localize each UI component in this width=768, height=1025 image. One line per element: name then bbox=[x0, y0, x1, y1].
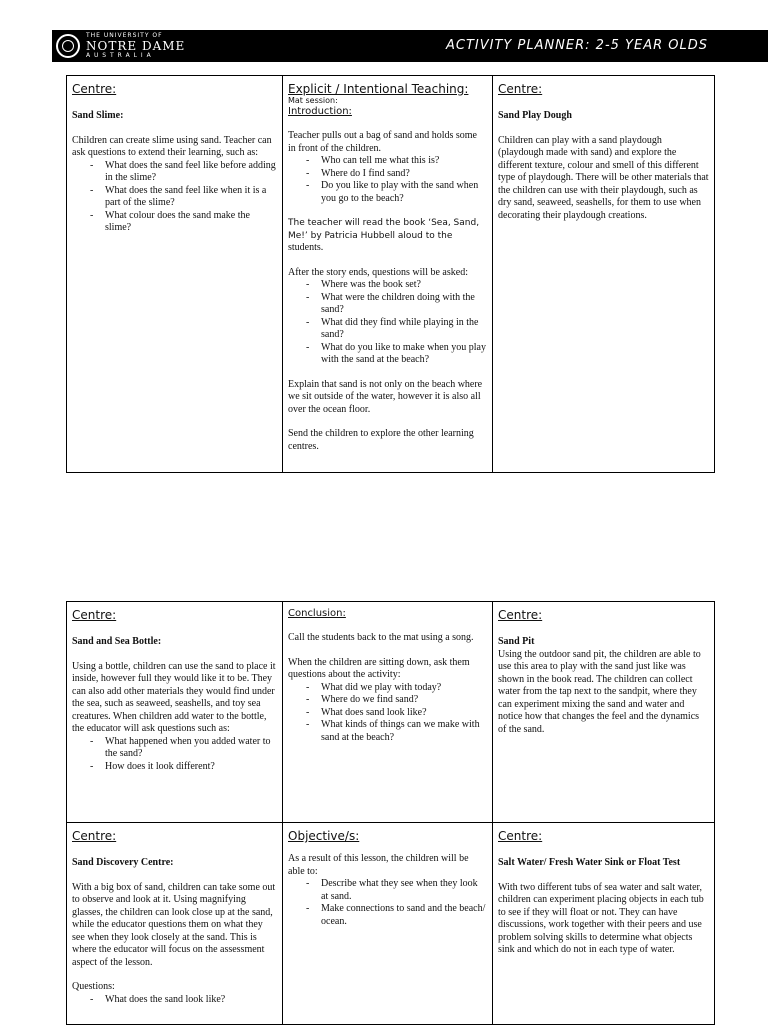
question-list bbox=[72, 736, 277, 774]
cell-title: Salt Water/ Fresh Water Sink or Float Test bbox=[498, 857, 681, 868]
centre-sand-pit bbox=[493, 602, 715, 823]
cell-paragraph: After the story ends, questions will be asked: bbox=[288, 266, 468, 278]
cell-title: Sand and Sea Bottle: bbox=[72, 636, 162, 647]
book-reading-end: students. bbox=[288, 242, 324, 253]
cell-paragraph: As a result of this lesson, the children will be able to: bbox=[288, 853, 469, 877]
cell-heading: Centre: bbox=[72, 829, 117, 843]
cell-paragraph: Using the outdoor sand pit, the children are able to use this area to play with the sand just like was shown in the book read. The children can collect water from the tap next to the sandpit, where they can experiment mixing the sand and water and notice how that changes the feel and the dynamics of the sand. bbox=[498, 648, 701, 735]
question-list bbox=[288, 279, 487, 367]
cell-paragraph: Call the students back to the mat using a song. bbox=[288, 632, 474, 643]
list-item: - Where was the book set? bbox=[306, 279, 487, 292]
cell-title: Sand Pit bbox=[498, 636, 535, 647]
page-title: ACTIVITY PLANNER: 2-5 YEAR OLDS bbox=[446, 38, 708, 53]
explicit-teaching-cell bbox=[283, 76, 493, 473]
list-item: - What did they find while playing in the sand? bbox=[306, 317, 487, 342]
centre-sand-slime bbox=[67, 76, 283, 473]
cell-paragraph: Explain that sand is not only on the beach where we sit outside of the water, however it is also all over the ocean floor. bbox=[288, 378, 483, 415]
question-list bbox=[288, 682, 487, 745]
cell-heading: Centre: bbox=[498, 82, 543, 96]
university-logo bbox=[56, 31, 226, 61]
cell-paragraph: With a big box of sand, children can take some out to observe and look at it. Using magnifying glasses, the children can look close up at the sand, while the educator questions them on what they see when they look closely at the sand. This is where the educator will focus on the assessment aspect of the lesson. bbox=[72, 881, 276, 968]
list-item: - Do you like to play with the sand when you go to the beach? bbox=[306, 180, 487, 205]
cell-heading: Conclusion: bbox=[288, 608, 346, 619]
centre-sink-float bbox=[493, 823, 715, 1025]
cell-paragraph: When the children are sitting down, ask them questions about the activity: bbox=[288, 656, 470, 680]
conclusion-cell bbox=[283, 602, 493, 823]
cell-paragraph: Send the children to explore the other learning centres. bbox=[288, 428, 474, 452]
centre-sand-sea-bottle bbox=[67, 602, 283, 823]
cell-paragraph: Children can create slime using sand. Teacher can ask questions to extend their learning, such as: bbox=[72, 134, 272, 158]
list-item: - Where do I find sand? bbox=[306, 168, 487, 181]
list-item: - What does sand look like? bbox=[306, 707, 487, 720]
list-item: - What does the sand look like? bbox=[90, 994, 277, 1007]
question-list bbox=[72, 160, 277, 235]
cell-heading: Explicit / Intentional Teaching: bbox=[288, 82, 469, 96]
cell-paragraph: Teacher pulls out a bag of sand and holds some in front of the children. bbox=[288, 130, 477, 154]
list-item: - What happened when you added water to the sand? bbox=[90, 736, 277, 761]
cell-title: Sand Slime: bbox=[72, 110, 124, 121]
cell-paragraph: Children can play with a sand playdough (playdough made with sand) and explore the different texture, colour and smell of this different type of playdough. There will be other materials that the children can use with their playdough, such as dry sand, seaweed, seashells, for them to use when decorating their playdough creations. bbox=[498, 134, 709, 221]
book-reading-text: The teacher will read the book ‘Sea, Sand, Me!’ by Patricia Hubbell aloud to the bbox=[288, 218, 480, 241]
list-item: - How does it look different? bbox=[90, 761, 277, 774]
planner-table-bottom bbox=[66, 601, 715, 1025]
list-item: - Where do we find sand? bbox=[306, 694, 487, 707]
list-item: - Make connections to sand and the beach/ ocean. bbox=[306, 903, 487, 928]
cell-title: Sand Discovery Centre: bbox=[72, 857, 174, 868]
objectives-cell bbox=[283, 823, 493, 1025]
objective-list bbox=[288, 878, 487, 928]
cell-heading: Centre: bbox=[72, 82, 117, 96]
list-item: - What did we play with today? bbox=[306, 682, 487, 695]
list-item: - What were the children doing with the sand? bbox=[306, 292, 487, 317]
list-item: - What do you like to make when you play with the sand at the beach? bbox=[306, 342, 487, 367]
logo-bottom-text: A U S T R A L I A bbox=[86, 52, 152, 59]
cell-paragraph: Using a bottle, children can use the sand to place it inside, however full they would like it to be. They can also add other materials they would find under the sea, such as seaweed, seashells, and toy sea creatures. When children add water to the bottle, the educator will ask questions such as: bbox=[72, 660, 276, 734]
cell-heading: Centre: bbox=[72, 608, 117, 622]
list-item: - What does the sand feel like when it is a part of the slime? bbox=[90, 185, 277, 210]
cell-title: Sand Play Dough bbox=[498, 110, 572, 121]
question-list bbox=[288, 155, 487, 205]
list-item: - Describe what they see when they look at sand. bbox=[306, 878, 487, 903]
list-item: - Who can tell me what this is? bbox=[306, 155, 487, 168]
centre-sand-discovery bbox=[67, 823, 283, 1025]
cell-paragraph: With two different tubs of sea water and salt water, children can experiment placing objects in each tub to see if they will float or not. They can have discussions, work together with their peers and use problem solving skills to determine what objects sink and which do not in each type of water. bbox=[498, 881, 704, 955]
document-header bbox=[52, 30, 768, 62]
questions-label: Questions: bbox=[72, 981, 115, 992]
cell-heading: Objective/s: bbox=[288, 829, 360, 843]
list-item: - What kinds of things can we make with sand at the beach? bbox=[306, 719, 487, 744]
cell-heading: Centre: bbox=[498, 829, 543, 843]
planner-table-top bbox=[66, 75, 715, 473]
introduction-label: Introduction: bbox=[288, 106, 352, 117]
list-item: - What does the sand feel like before adding in the slime? bbox=[90, 160, 277, 185]
cell-heading: Centre: bbox=[498, 608, 543, 622]
centre-sand-play-dough bbox=[493, 76, 715, 473]
logo-top-text: THE UNIVERSITY OF bbox=[86, 32, 163, 39]
mat-session-label: Mat session: bbox=[288, 96, 338, 105]
university-seal-icon bbox=[56, 34, 80, 58]
logo-main-text: NOTRE DAME bbox=[86, 39, 186, 53]
question-list bbox=[72, 994, 277, 1007]
list-item: - What colour does the sand make the slime? bbox=[90, 210, 277, 235]
